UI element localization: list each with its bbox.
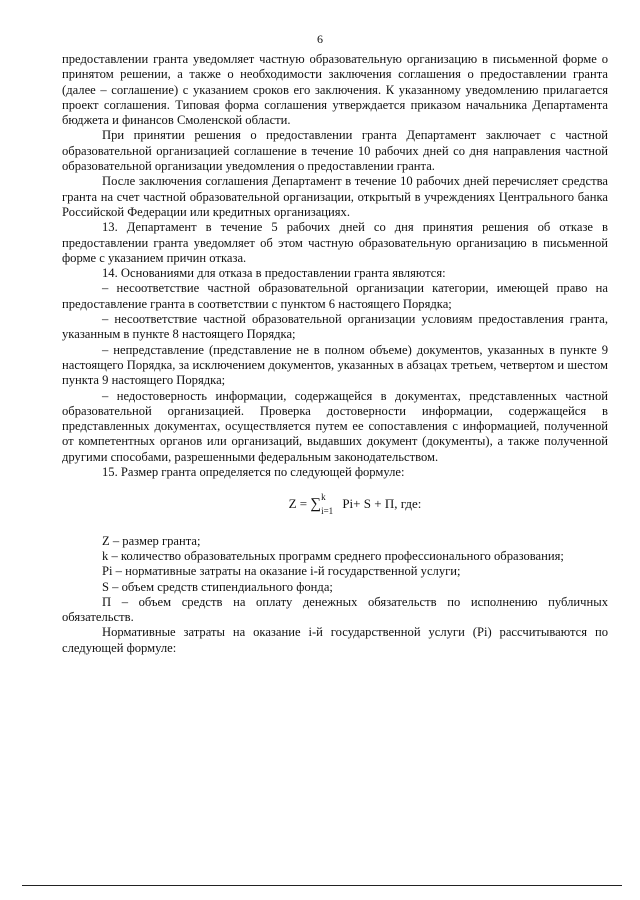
sum-upper-limit: k bbox=[321, 492, 326, 503]
formula-rhs: Pi+ S + П, где: bbox=[339, 496, 422, 512]
list-item: – несоответствие частной образовательной организации категории, имеющей право на предоставление гранта в соответствии с пунктом 6 настоящего Порядка; bbox=[62, 281, 608, 311]
paragraph: После заключения соглашения Департамент в течение 10 рабочих дней перечисляет средства гранта на счет частной образовательной организации, открытый в учреждениях Центрального банка Российской Федерации или кредитных организациях. bbox=[62, 174, 608, 219]
paragraph: 14. Основаниями для отказа в предоставлении гранта являются: bbox=[102, 266, 446, 281]
paragraph: 13. Департамент в течение 5 рабочих дней со дня принятия решения об отказе в предоставлении гранта уведомляет об этом частную образовательную организацию в письменной форме с указанием причин отказа. bbox=[62, 220, 608, 265]
definition-item: П – объем средств на оплату денежных обязательств по исполнению публичных обязательств. bbox=[62, 594, 608, 625]
closing-paragraph: Нормативные затраты на оказание i-й государственной услуги (Pi) рассчитываются по следующей формуле: bbox=[62, 625, 608, 655]
list-item: – непредставление (представление не в полном объеме) документов, указанных в пункте 9 настоящего Порядка, за исключением документов, указанных в абзацах третьем, четвертом и шестом пункта 9 настоящего Порядка; bbox=[62, 342, 608, 388]
definition-item: Pi – нормативные затраты на оказание i-й государственной услуги; bbox=[102, 564, 461, 579]
footer-divider bbox=[22, 885, 622, 886]
grant-formula bbox=[62, 492, 608, 517]
formula-lhs: Z = bbox=[288, 496, 311, 512]
page-number: 6 bbox=[317, 32, 323, 46]
definition-item: k – количество образовательных программ среднего профессионального образования; bbox=[102, 548, 564, 563]
document-body bbox=[62, 52, 608, 656]
definition-item: Z – размер гранта; bbox=[102, 533, 201, 548]
paragraph: При принятии решения о предоставлении гранта Департамент заключает с частной образовательной организацией соглашение в течение 10 рабочих дней со дня направления частной образовательной организации уведомления о предоставлении гранта. bbox=[62, 128, 608, 174]
sum-symbol: ∑ bbox=[310, 496, 322, 513]
paragraph: 15. Размер гранта определяется по следующей формуле: bbox=[102, 465, 405, 480]
list-item: – недостоверность информации, содержащейся в документах, представленных частной образовательной организацией. Проверка достоверности информации, содержащейся в представленных документах, осуществляется путем ее сопоставления с информацией, полученной от компетентных органов или организаций, выдавших документ (документы), а также полученной другими способами, разрешенными федеральным законодательством. bbox=[62, 388, 608, 464]
formula-definitions bbox=[62, 534, 608, 626]
definition-item: S – объем средств стипендиального фонда; bbox=[102, 579, 333, 594]
list-item: – несоответствие частной образовательной организации условиям предоставления гранта, указанным в пункте 8 настоящего Порядка; bbox=[62, 312, 608, 342]
sum-lower-limit: i=1 bbox=[321, 506, 334, 517]
paragraph: предоставлении гранта уведомляет частную образовательную организацию в письменной форме о принятом решении, а также о необходимости заключения соглашения о предоставлении гранта (далее – соглашение) с указанием сроков его заключения. К указанному уведомлению прилагается проект соглашения. Типовая форма соглашения утверждается приказом начальника Департамента бюджета и финансов Смоленской области. bbox=[62, 52, 608, 128]
